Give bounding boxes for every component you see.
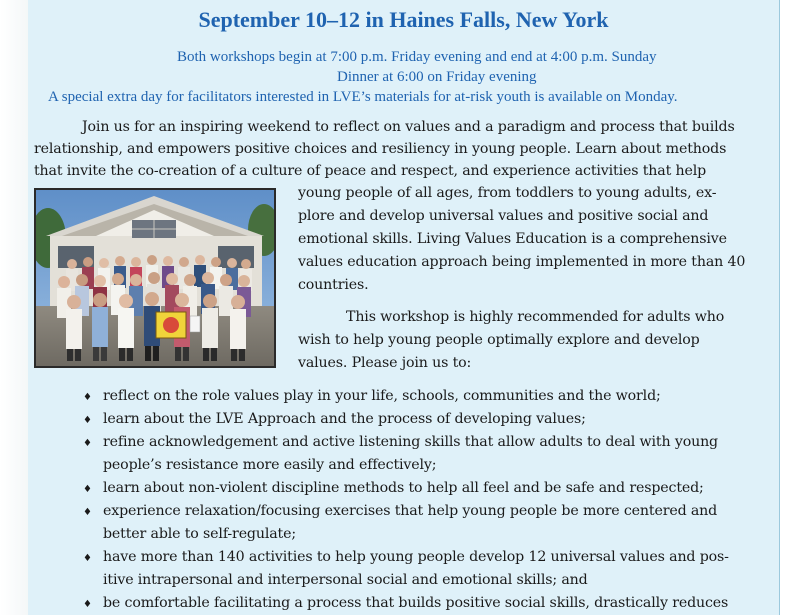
bullet-icon: ♦: [83, 484, 92, 495]
page-title: September 10–12 in Haines Falls, New York: [198, 7, 609, 32]
bullet-icon: ♦: [83, 438, 92, 449]
page-margin: [0, 0, 28, 615]
bullet-item-text: reflect on the role values play in your life, schools, communities and the world;: [103, 388, 661, 404]
bullet-item-text: people’s resistance more easily and effectively;: [103, 457, 437, 473]
intro-line: young people of all ages, from toddlers to young adults, ex-: [298, 185, 717, 201]
bullet-icon: ♦: [83, 415, 92, 426]
bullet-item-text: be comfortable facilitating a process that builds positive social skills, drastically reduces: [103, 595, 729, 611]
intro-line: values education approach being implemented in more than 40: [298, 254, 746, 270]
intro-line: Join us for an inspiring weekend to reflect on values and a paradigm and process that builds: [82, 119, 735, 135]
bullet-item-text: refine acknowledgement and active listening skills that allow adults to deal with young: [103, 434, 718, 450]
bullet-icon: ♦: [83, 599, 92, 610]
intro-line: plore and develop universal values and positive social and: [298, 208, 709, 224]
bullet-item-text: better able to self-regulate;: [103, 526, 296, 542]
intro-line: countries.: [298, 277, 369, 293]
group-photo-image: [36, 190, 274, 366]
schedule-line-1: Both workshops begin at 7:00 p.m. Friday evening and end at 4:00 p.m. Sunday: [177, 49, 657, 65]
bullet-item-text: itive intrapersonal and interpersonal social and emotional skills; and: [103, 572, 588, 588]
schedule-line-3: A special extra day for facilitators interested in LVE’s materials for at-risk youth is available on Monday.: [48, 89, 678, 105]
bullet-item-text: experience relaxation/focusing exercises that help young people be more centered and: [103, 503, 718, 519]
bullet-icon: ♦: [83, 392, 92, 403]
bullet-icon: ♦: [83, 507, 92, 518]
schedule-line-2: Dinner at 6:00 on Friday evening: [337, 69, 537, 85]
bullet-icon: ♦: [83, 553, 92, 564]
intro-line: that invite the co-creation of a culture of peace and respect, and experience activities that help: [34, 163, 707, 179]
bullet-item-text: learn about the LVE Approach and the process of developing values;: [103, 411, 586, 427]
intro-line: relationship, and empowers positive choices and resiliency in young people. Learn about methods: [34, 141, 727, 157]
intro-line: emotional skills. Living Values Education is a comprehensive: [298, 231, 727, 247]
recommendation-line: values. Please join us to:: [298, 355, 472, 371]
group-photo: [34, 188, 276, 368]
recommendation-line: This workshop is highly recommended for adults who: [346, 309, 725, 325]
recommendation-line: wish to help young people optimally explore and develop: [298, 332, 700, 348]
bullet-item-text: have more than 140 activities to help young people develop 12 universal values and pos-: [103, 549, 729, 565]
bullet-item-text: learn about non-violent discipline methods to help all feel and be safe and respected;: [103, 480, 704, 496]
